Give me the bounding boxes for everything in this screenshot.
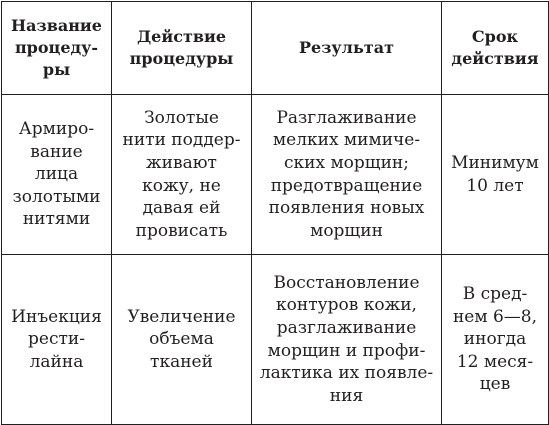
cell-result: Разглаживание мелких мимиче- ских морщин; предотвращение появления новых морщин (252, 95, 442, 255)
table-header-row (2, 2, 549, 95)
table-row (2, 255, 549, 425)
cell-procedure-action: Золотые нити поддер- живают кожу, не давая ей провисать (112, 95, 252, 255)
table-row (2, 95, 549, 255)
cell-procedure-action: Увеличение объема тканей (112, 255, 252, 425)
header-procedure-action: Действие процедуры (112, 2, 252, 95)
procedures-table (1, 1, 549, 425)
cell-procedure-name: Армиро- вание лица золотыми нитями (2, 95, 112, 255)
header-duration: Срок действия (442, 2, 549, 95)
cell-duration: Минимум 10 лет (442, 95, 549, 255)
cell-duration: В сред- нем 6—8, иногда 12 меся- цев (442, 255, 549, 425)
header-procedure-name: Название процеду- ры (2, 2, 112, 95)
header-result: Результат (252, 2, 442, 95)
cell-procedure-name: Инъекция рести- лайна (2, 255, 112, 425)
cell-result: Восстановление контуров кожи, разглаживание морщин и профи- лактика их появле- ния (252, 255, 442, 425)
